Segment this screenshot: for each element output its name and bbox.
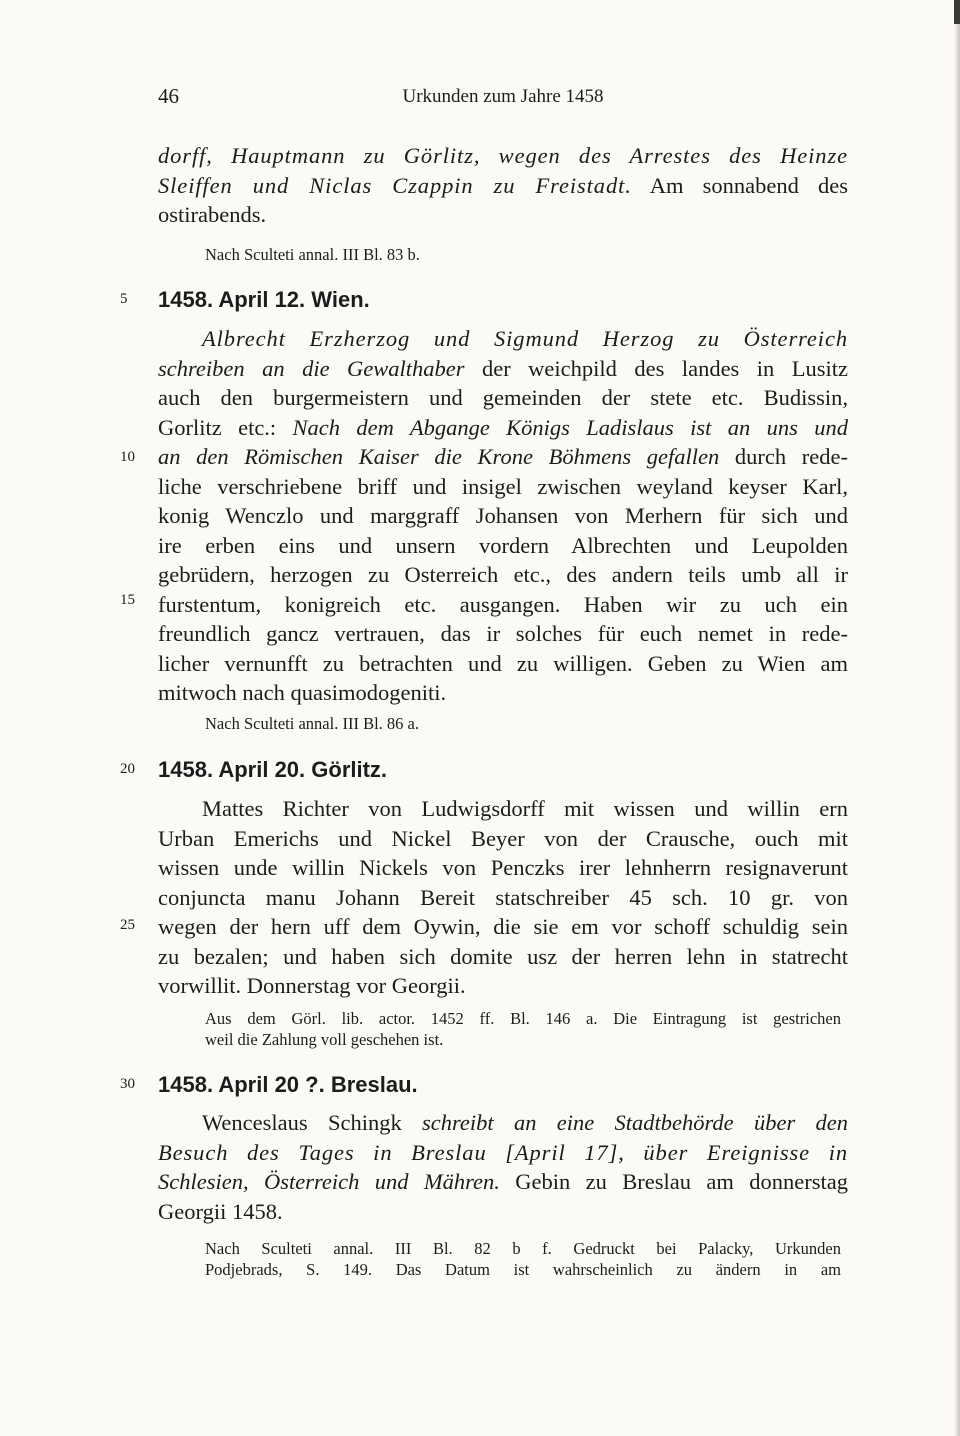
- text-line: schreiben an die Gewalthaber der weichpild des landes in Lusitz: [158, 355, 848, 381]
- page-number: 46: [158, 84, 179, 108]
- text-line: Mattes Richter von Ludwigsdorff mit wissen und willin ern: [202, 796, 848, 821]
- source-note: Nach Sculteti annal. III Bl. 86 a.: [205, 714, 419, 733]
- text-line: wissen unde willin Nickels von Penczks irer lehnherrn resignaverunt: [158, 855, 848, 880]
- text-line: vorwillit. Donnerstag vor Georgii.: [158, 973, 466, 998]
- entry-heading: 1458. April 20. Görlitz.: [158, 757, 388, 782]
- page-edge-shadow: [954, 0, 960, 1436]
- source-line: Podjebrads, S. 149. Das Datum ist wahrscheinlich zu ändern in am: [205, 1260, 841, 1279]
- text-line: mitwoch nach quasimodogeniti.: [158, 680, 447, 705]
- page-header: [158, 84, 848, 118]
- line-number: 20: [120, 761, 135, 777]
- text-line: ire erben eins und unsern vordern Albrechten und Leupolden: [158, 532, 848, 558]
- source-line: Nach Sculteti annal. III Bl. 82 b f. Gedruckt bei Palacky, Urkunden: [205, 1239, 841, 1258]
- text-line: zu bezalen; und haben sich domite usz der herren lehn in statrecht: [158, 943, 848, 969]
- source-note: Nach Sculteti annal. III Bl. 83 b.: [205, 245, 420, 264]
- text-line: Georgii 1458.: [158, 1198, 283, 1224]
- line-number: 25: [120, 917, 135, 933]
- text-line: gebrüdern, herzogen zu Osterreich etc., des andern teils umb all ir: [158, 562, 848, 587]
- line-number: 15: [120, 592, 135, 608]
- text-line: an den Römischen Kaiser die Krone Böhmens gefallen durch rede-: [158, 444, 848, 469]
- entry-continuation-text: [158, 141, 848, 230]
- source-note: [205, 1238, 841, 1280]
- page-edge-mark: [954, 0, 960, 24]
- text-line: liche verschriebene briff und insigel zwischen weyland keyser Karl,: [158, 473, 848, 499]
- text-line: ostirabends.: [158, 202, 267, 227]
- text-line: Besuch des Tages in Breslau [April 17], über Ereignisse in: [158, 1139, 848, 1165]
- text-line: Schlesien, Österreich und Mähren. Gebin zu Breslau am donnerstag: [158, 1169, 849, 1194]
- text-line: licher vernunfft zu betrachten und zu willigen. Geben zu Wien am: [158, 650, 848, 676]
- line-number: 10: [120, 449, 135, 465]
- text-line: dorff, Hauptmann zu Görlitz, wegen des Arrestes des Heinze: [158, 143, 848, 168]
- running-title: Urkunden zum Jahre 1458: [402, 86, 604, 107]
- text-line: furstentum, konigreich etc. ausgangen. Haben wir zu uch ein: [158, 591, 848, 617]
- text-line: Gorlitz etc.: Nach dem Abgange Königs Ladislaus ist an uns und: [158, 414, 848, 440]
- text-line: auch den burgermeistern und gemeinden der stete etc. Budissin,: [158, 385, 848, 410]
- entry-heading: 1458. April 20 ?. Breslau.: [158, 1072, 418, 1097]
- text-line: Wenceslaus Schingk schreibt an eine Stadtbehörde über den: [202, 1110, 848, 1135]
- entry-text: [158, 1108, 848, 1226]
- entry-text: [158, 794, 848, 1001]
- source-note: [205, 1008, 841, 1050]
- text-line: Albrecht Erzherzog und Sigmund Herzog zu Österreich: [202, 326, 848, 351]
- text-line: konig Wenczlo und marggraff Johansen von Merhern für sich und: [158, 503, 848, 528]
- source-line: Aus dem Görl. lib. actor. 1452 ff. Bl. 146 a. Die Eintragung ist gestrichen: [205, 1009, 841, 1028]
- text-line: freundlich gancz vertrauen, das ir solches für euch nemet in rede-: [158, 621, 848, 646]
- text-line: Sleiffen und Niclas Czappin zu Freistadt. Am sonnabend des: [158, 172, 849, 198]
- source-line: weil die Zahlung voll geschehen ist.: [205, 1030, 444, 1049]
- text-line: Urban Emerichs und Nickel Beyer von der Crausche, ouch mit: [158, 825, 848, 851]
- line-number: 30: [120, 1076, 135, 1092]
- entry-heading: 1458. April 12. Wien.: [158, 287, 370, 312]
- entry-text: [158, 324, 848, 708]
- text-line: wegen der hern uff dem Oywin, die sie em vor schoff schuldig sein: [158, 914, 848, 939]
- text-line: conjuncta manu Johann Bereit statschreiber 45 sch. 10 gr. von: [158, 884, 848, 910]
- line-number: 5: [120, 291, 128, 307]
